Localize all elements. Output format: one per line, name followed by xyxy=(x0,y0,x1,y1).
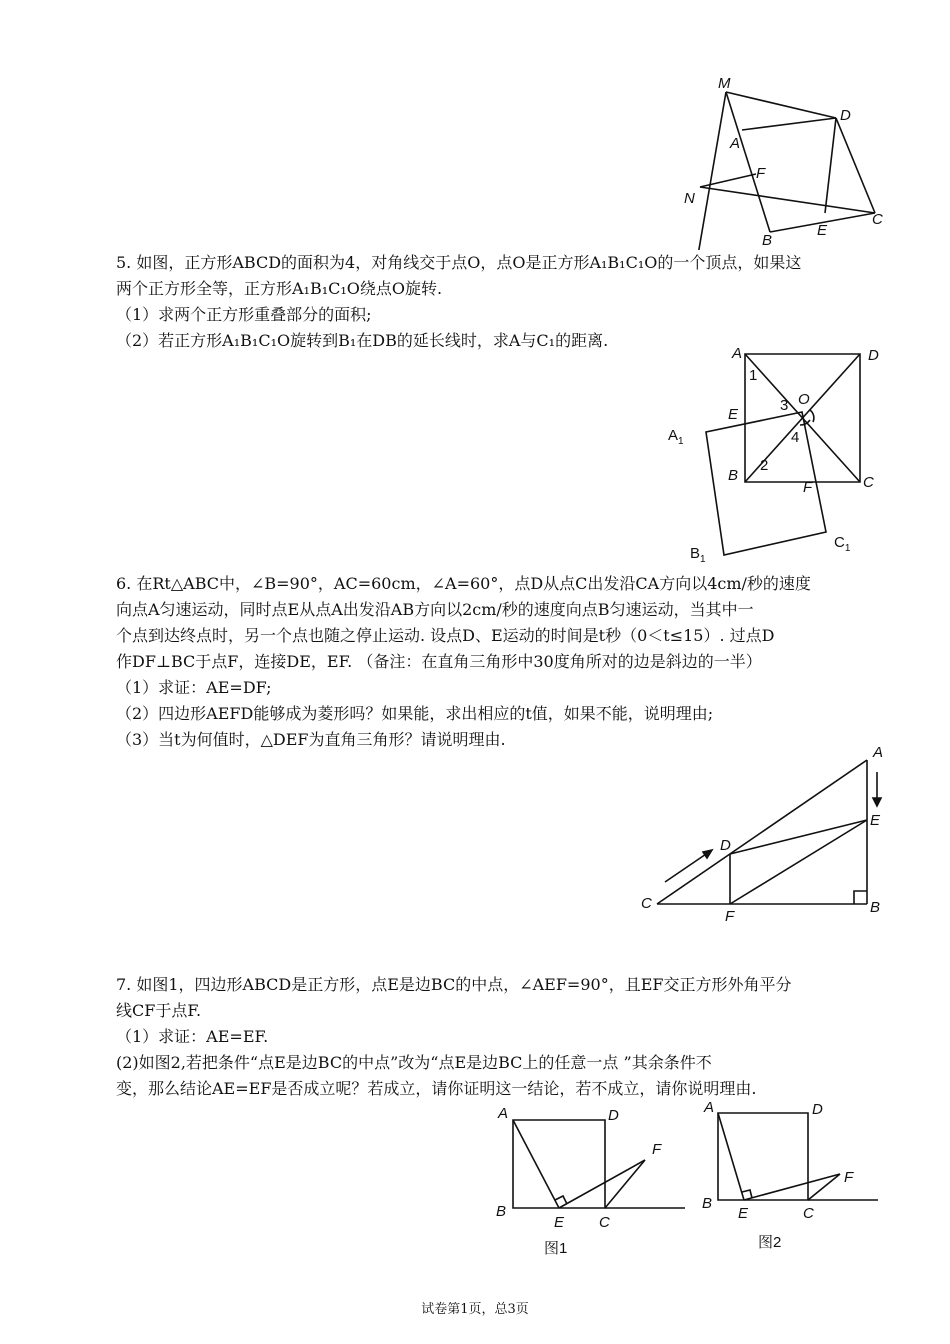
label-E: E xyxy=(817,222,828,239)
label-D: D xyxy=(720,837,731,854)
q6-line4: 作DF⊥BC于点F，连接DE，EF. （备注：在直角三角形中30度角所对的边是斜边的一半） xyxy=(116,652,762,671)
label-F: F xyxy=(652,1141,662,1158)
q7-sub1: （1）求证：AE=EF. xyxy=(116,1027,269,1046)
q7-line1: 7. 如图1，四边形ABCD是正方形，点E是边BC的中点，∠AEF=90°，且EF交正方形外角平分 xyxy=(116,975,792,994)
label-B: B xyxy=(702,1195,713,1212)
label-E: E xyxy=(728,406,739,423)
q6-sub2: （2）四边形AEFD能够成为菱形吗？如果能，求出相应的t值，如果不能，说明理由; xyxy=(116,704,714,723)
caption-fig1: 图1 xyxy=(544,1240,568,1257)
q6-sub3: （3）当t为何值时，△DEF为直角三角形？请说明理由. xyxy=(116,730,506,749)
q5-sub1: （1）求两个正方形重叠部分的面积; xyxy=(116,305,372,324)
label-A: A xyxy=(704,1099,715,1116)
label-D: D xyxy=(812,1101,823,1118)
q6-line3: 个点到达终点时，另一个点也随之停止运动. 设点D、E运动的时间是t秒（0＜t≤15）. 过点D xyxy=(116,626,775,645)
angle-4: 4 xyxy=(791,429,800,446)
q7-sub2b: 变，那么结论AE=EF是否成立呢？若成立，请你证明这一结论，若不成立，请你说明理由. xyxy=(116,1079,757,1098)
q6-line2: 向点A匀速运动，同时点E从点A出发沿AB方向以2cm/秒的速度向点B匀速运动，当其中一 xyxy=(116,600,754,619)
label-F: F xyxy=(844,1169,854,1186)
label-B: B xyxy=(496,1203,507,1220)
label-F: F xyxy=(725,908,735,925)
label-B: B xyxy=(870,899,881,916)
label-N: N xyxy=(684,190,695,207)
label-O: O xyxy=(798,391,810,408)
figure-q5-squares xyxy=(660,340,900,570)
angle-2: 2 xyxy=(760,457,769,474)
figure-top-parallelograms xyxy=(670,70,890,250)
label-D: D xyxy=(608,1107,619,1124)
label-C: C xyxy=(863,474,874,491)
figure-q6-triangle xyxy=(630,740,890,925)
label-M: M xyxy=(718,75,731,92)
label-C: C xyxy=(599,1214,610,1231)
label-C: C xyxy=(641,895,652,912)
label-A: A xyxy=(730,135,741,152)
figure-q6-lines xyxy=(657,760,881,904)
q6-line1: 6. 在Rt△ABC中，∠B=90°，AC=60cm，∠A=60°，点D从点C出发沿CA方向以4cm/秒的速度 xyxy=(116,574,811,593)
label-C: C xyxy=(803,1205,814,1222)
label-D: D xyxy=(868,347,879,364)
label-F: F xyxy=(803,479,813,496)
label-F: F xyxy=(756,165,766,182)
page-footer: 试卷第1页，总3页 xyxy=(421,1302,529,1317)
q6-sub1: （1）求证：AE=DF; xyxy=(116,678,272,697)
label-B1: $B_1$ xyxy=(690,545,706,565)
label-A: A xyxy=(873,744,884,761)
label-A: A xyxy=(732,345,743,362)
label-B: B xyxy=(728,467,739,484)
figure-q7-fig1 xyxy=(492,1100,692,1262)
figure-q7-fig2 xyxy=(700,1098,885,1258)
label-C1: $C_1$ xyxy=(834,534,851,554)
label-B: B xyxy=(762,232,773,249)
label-E: E xyxy=(738,1205,749,1222)
figure-q7-fig1-lines xyxy=(513,1120,685,1208)
q5-line2: 两个正方形全等，正方形A₁B₁C₁O绕点O旋转. xyxy=(116,279,443,298)
q7-sub2: (2)如图2,若把条件“点E是边BC的中点”改为“点E是边BC上的任意一点 ”其余条件不 xyxy=(116,1053,712,1072)
label-A1: $A_1$ xyxy=(668,427,684,447)
caption-fig2: 图2 xyxy=(758,1234,782,1251)
q7-line2: 线CF于点F. xyxy=(116,1001,202,1020)
angle-1: 1 xyxy=(749,367,758,384)
label-C: C xyxy=(872,211,883,228)
label-D: D xyxy=(840,107,851,124)
q5-sub2: （2）若正方形A₁B₁C₁O旋转到B₁在DB的延长线时，求A与C₁的距离. xyxy=(116,331,609,350)
figure-q7-fig2-lines xyxy=(718,1113,878,1200)
label-E: E xyxy=(870,812,881,829)
label-E: E xyxy=(554,1214,565,1231)
label-A: A xyxy=(498,1105,509,1122)
angle-3: 3 xyxy=(780,397,789,414)
figure-q5-lines xyxy=(706,354,860,555)
q5-line1: 5. 如图，正方形ABCD的面积为4，对角线交于点O，点O是正方形A₁B₁C₁O的一个顶点，如果这 xyxy=(116,253,802,272)
